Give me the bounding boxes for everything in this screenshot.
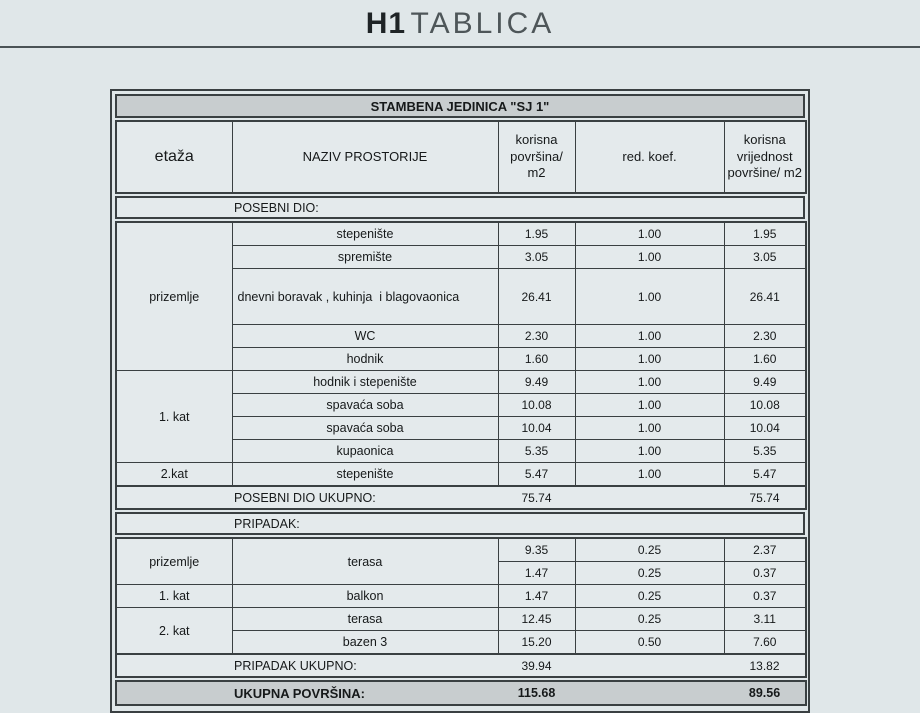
- area-cell: 10.04: [498, 417, 575, 440]
- area-cell: 1.60: [498, 348, 575, 371]
- grand-total-value: 89.56: [724, 681, 806, 705]
- pripadak-total-row: [116, 654, 806, 677]
- room-cell: hodnik: [232, 348, 498, 371]
- grand-total-label: UKUPNA POVRŠINA:: [116, 681, 498, 705]
- area-cell: 1.95: [498, 222, 575, 246]
- section-label-pripadak: [115, 512, 805, 535]
- coef-cell: 0.25: [575, 538, 724, 562]
- area-cell: 2.30: [498, 325, 575, 348]
- table-row: [116, 585, 806, 608]
- total-value: 75.74: [724, 486, 806, 509]
- room-cell: spavaća soba: [232, 417, 498, 440]
- room-cell: terasa: [232, 538, 498, 585]
- area-cell: 3.05: [498, 246, 575, 269]
- section-label-text: POSEBNI DIO:: [234, 201, 319, 215]
- room-cell: stepenište: [232, 222, 498, 246]
- value-cell: 1.95: [724, 222, 806, 246]
- floor-cell: 2.kat: [116, 463, 232, 487]
- total-label: PRIPADAK UKUPNO:: [116, 654, 498, 677]
- room-cell: bazen 3: [232, 631, 498, 655]
- area-cell: 15.20: [498, 631, 575, 655]
- value-cell: 3.11: [724, 608, 806, 631]
- area-cell: 1.47: [498, 585, 575, 608]
- coef-cell: 1.00: [575, 269, 724, 325]
- table-title-row: [115, 94, 805, 118]
- table-row: [116, 538, 806, 562]
- table-row: [116, 222, 806, 246]
- room-cell: spavaća soba: [232, 394, 498, 417]
- total-area: 39.94: [498, 654, 575, 677]
- total-area: 75.74: [498, 486, 575, 509]
- area-cell: 9.49: [498, 371, 575, 394]
- value-cell: 10.04: [724, 417, 806, 440]
- area-cell: 12.45: [498, 608, 575, 631]
- coef-cell: 0.25: [575, 585, 724, 608]
- value-cell: 10.08: [724, 394, 806, 417]
- room-cell: kupaonica: [232, 440, 498, 463]
- coef-cell: 0.25: [575, 608, 724, 631]
- section-label-text: PRIPADAK:: [234, 517, 300, 531]
- table-row: [116, 463, 806, 487]
- page-title: [0, 0, 920, 41]
- coef-cell: 0.50: [575, 631, 724, 655]
- grand-total-row: [115, 680, 807, 706]
- coef-cell: 1.00: [575, 348, 724, 371]
- total-value: 13.82: [724, 654, 806, 677]
- area-cell: 1.47: [498, 562, 575, 585]
- value-cell: 0.37: [724, 562, 806, 585]
- area-cell: 9.35: [498, 538, 575, 562]
- area-cell: 26.41: [498, 269, 575, 325]
- table-row: [116, 608, 806, 631]
- page-title-prefix: H1: [365, 7, 407, 40]
- posebni-dio-table: [115, 221, 807, 510]
- section-label-posebni-dio: [115, 196, 805, 219]
- table-row: [116, 121, 806, 193]
- empty-cell: [575, 681, 724, 705]
- header-etaza: etaža: [116, 121, 232, 193]
- value-cell: 26.41: [724, 269, 806, 325]
- table-title: STAMBENA JEDINICA "SJ 1": [370, 99, 550, 114]
- area-cell: 5.47: [498, 463, 575, 487]
- value-cell: 9.49: [724, 371, 806, 394]
- total-label: POSEBNI DIO UKUPNO:: [116, 486, 498, 509]
- empty-cell: [575, 486, 724, 509]
- coef-cell: 1.00: [575, 325, 724, 348]
- room-cell: terasa: [232, 608, 498, 631]
- page-title-main: TABLICA: [410, 7, 555, 40]
- area-cell: 10.08: [498, 394, 575, 417]
- header-korisna-povrsina: korisna površina/ m2: [498, 121, 575, 193]
- floor-cell: 1. kat: [116, 371, 232, 463]
- room-cell: WC: [232, 325, 498, 348]
- room-cell: spremište: [232, 246, 498, 269]
- table-row: [116, 371, 806, 394]
- value-cell: 2.30: [724, 325, 806, 348]
- room-cell: balkon: [232, 585, 498, 608]
- coef-cell: 0.25: [575, 562, 724, 585]
- value-cell: 0.37: [724, 585, 806, 608]
- room-cell: stepenište: [232, 463, 498, 487]
- coef-cell: 1.00: [575, 440, 724, 463]
- coef-cell: 1.00: [575, 371, 724, 394]
- value-cell: 3.05: [724, 246, 806, 269]
- room-cell: dnevni boravak , kuhinja i blagovaonica: [232, 269, 498, 325]
- coef-cell: 1.00: [575, 394, 724, 417]
- column-header-row: [115, 120, 807, 194]
- header-naziv-prostorije: NAZIV PROSTORIJE: [232, 121, 498, 193]
- value-cell: 5.35: [724, 440, 806, 463]
- coef-cell: 1.00: [575, 222, 724, 246]
- coef-cell: 1.00: [575, 463, 724, 487]
- value-cell: 2.37: [724, 538, 806, 562]
- floor-cell: 1. kat: [116, 585, 232, 608]
- header-red-koef: red. koef.: [575, 121, 724, 193]
- area-calculation-table: [110, 89, 810, 713]
- floor-cell: 2. kat: [116, 608, 232, 655]
- floor-cell: prizemlje: [116, 222, 232, 371]
- coef-cell: 1.00: [575, 417, 724, 440]
- grand-total-area: 115.68: [498, 681, 575, 705]
- title-divider: [0, 46, 920, 48]
- posebni-total-row: [116, 486, 806, 509]
- floor-cell: prizemlje: [116, 538, 232, 585]
- header-korisna-vrijednost: korisna vrijednost površine/ m2: [724, 121, 806, 193]
- value-cell: 7.60: [724, 631, 806, 655]
- empty-cell: [575, 654, 724, 677]
- value-cell: 5.47: [724, 463, 806, 487]
- room-cell: hodnik i stepenište: [232, 371, 498, 394]
- value-cell: 1.60: [724, 348, 806, 371]
- area-cell: 5.35: [498, 440, 575, 463]
- pripadak-table: [115, 537, 807, 678]
- coef-cell: 1.00: [575, 246, 724, 269]
- table-row: [116, 681, 806, 705]
